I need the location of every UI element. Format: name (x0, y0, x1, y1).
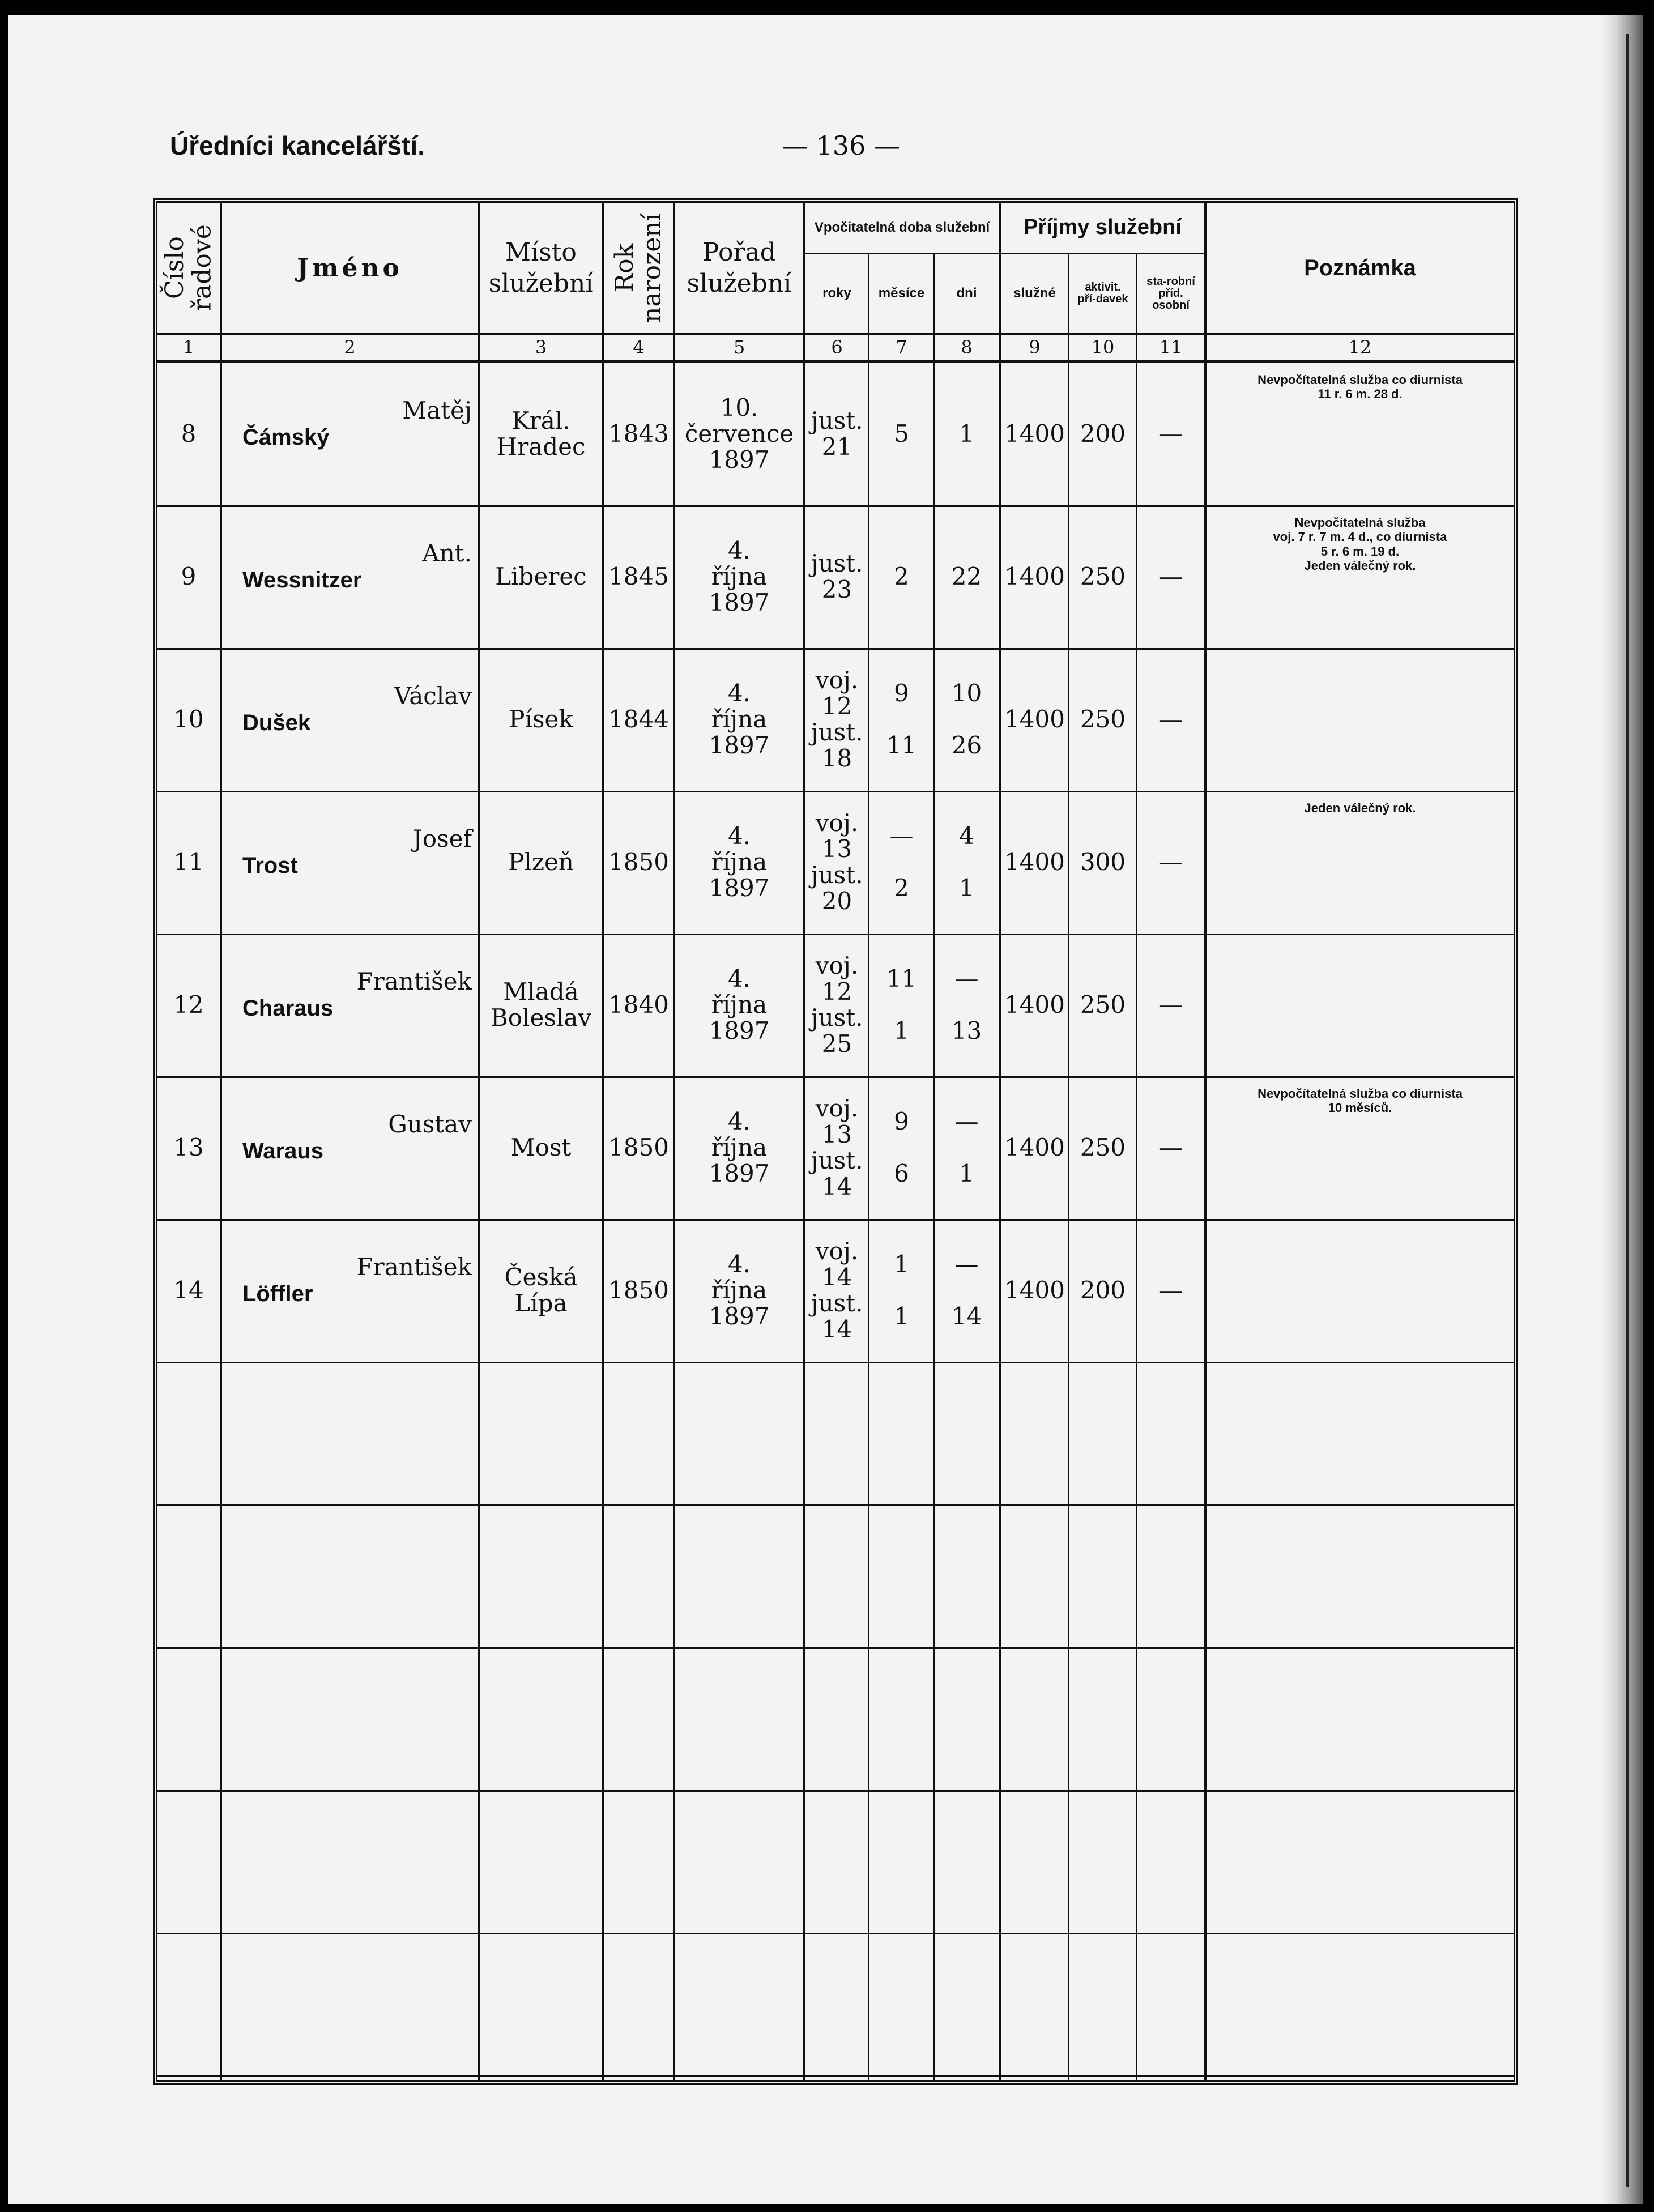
months-cell: 5 (894, 419, 909, 447)
colnum-5: 5 (733, 336, 745, 358)
colnum-12: 12 (1348, 336, 1372, 358)
months-cell: 9 6 (894, 1107, 909, 1188)
activity-allowance-cell: 200 (1080, 1276, 1126, 1304)
header-poznamka: Poznámka (1304, 255, 1416, 280)
salary-cell: 1400 (1004, 562, 1065, 590)
born-cell: 1843 (608, 419, 669, 447)
header-doba-group: Vpočitatelná doba služební (814, 220, 990, 235)
row-number: 12 (173, 990, 204, 1018)
place-cell: Most (510, 1133, 572, 1161)
first-name: Václav (394, 682, 472, 710)
section-title: Úředníci kancelářští. (170, 131, 425, 160)
first-name: František (356, 968, 472, 995)
colnum-7: 7 (896, 336, 907, 358)
first-name: Josef (412, 825, 472, 853)
scan-border-left (0, 0, 8, 2212)
days-cell: — 13 (951, 964, 982, 1045)
header-dni: dni (956, 285, 977, 301)
col-rule (1204, 203, 1207, 2080)
first-name: Gustav (388, 1110, 472, 1138)
activity-allowance-cell: 300 (1080, 847, 1126, 876)
colnum-11: 11 (1159, 336, 1183, 358)
place-cell: Král. Hradec (496, 406, 586, 461)
remark-cell: Nevpočítatelná služba co diurnista 10 měsíců. (1257, 1086, 1463, 1115)
page-edge-shadow (1602, 15, 1643, 2204)
row-rule (157, 1790, 1514, 1792)
first-name: Ant. (422, 539, 472, 567)
header-roky: roky (822, 285, 851, 301)
activity-allowance-cell: 250 (1080, 705, 1126, 733)
activity-allowance-cell: 250 (1080, 562, 1126, 590)
born-cell: 1844 (608, 705, 669, 733)
days-cell: 4 1 (959, 821, 974, 902)
surname: Čámský (242, 425, 330, 450)
years-cell: just. 21 (811, 406, 863, 461)
scan-border-top (0, 0, 1654, 15)
row-number: 11 (173, 847, 204, 876)
years-cell: voj. 12 just. 18 (811, 666, 863, 773)
header-aktiv: aktivit. pří-davek (1077, 281, 1128, 305)
months-cell: 2 (894, 562, 909, 590)
salary-cell: 1400 (1004, 1133, 1065, 1161)
scan-border-right (1643, 0, 1654, 2212)
born-cell: 1840 (608, 990, 669, 1018)
scan-border-bottom (0, 2204, 1654, 2212)
row-rule (157, 1647, 1514, 1649)
place-cell: Mladá Boleslav (490, 977, 592, 1032)
order-cell: 4. října 1897 (709, 964, 770, 1045)
header-misto: Místo služební (488, 238, 594, 298)
colnum-6: 6 (831, 336, 843, 358)
page-number: — 136 — (782, 130, 901, 161)
salary-cell: 1400 (1004, 419, 1065, 447)
order-cell: 4. října 1897 (709, 1250, 770, 1331)
years-cell: voj. 12 just. 25 (811, 951, 863, 1058)
remark-cell: Jeden válečný rok. (1304, 801, 1416, 815)
header-staro: sta-robní příd. osobní (1146, 275, 1195, 312)
first-name: Matěj (402, 397, 472, 424)
days-cell: 10 26 (951, 679, 982, 760)
place-cell: Plzeň (508, 847, 574, 876)
surname: Charaus (242, 996, 334, 1021)
salary-cell: 1400 (1004, 705, 1065, 733)
surname: Wessnitzer (242, 568, 362, 593)
remark-cell: Nevpočítatelná služba voj. 7 r. 7 m. 4 d., co diurnista 5 r. 6 m. 19 d. Jeden válečný rok. (1273, 515, 1447, 573)
surname: Trost (242, 853, 298, 878)
seniority-allowance-cell: — (1159, 562, 1183, 590)
activity-allowance-cell: 250 (1080, 1133, 1126, 1161)
days-cell: — 1 (954, 1107, 979, 1188)
years-cell: voj. 13 just. 14 (811, 1094, 863, 1201)
seniority-allowance-cell: — (1159, 1133, 1183, 1161)
row-number: 10 (173, 705, 204, 733)
page-edge-rule (1626, 34, 1629, 2187)
months-cell: 9 11 (886, 679, 917, 760)
salary-cell: 1400 (1004, 990, 1065, 1018)
row-rule (157, 2075, 1514, 2077)
colnum-9: 9 (1029, 336, 1041, 358)
days-cell: 22 (951, 562, 982, 590)
years-cell: voj. 13 just. 20 (811, 808, 863, 915)
born-cell: 1850 (608, 1276, 669, 1304)
seniority-allowance-cell: — (1159, 705, 1183, 733)
seniority-allowance-cell: — (1159, 990, 1183, 1018)
colnum-10: 10 (1091, 336, 1115, 358)
seniority-allowance-cell: — (1159, 847, 1183, 876)
header-jmeno: Jméno (297, 253, 403, 283)
months-cell: 1 1 (894, 1250, 909, 1331)
surname: Löffler (242, 1281, 313, 1306)
header-rok (604, 203, 673, 333)
years-cell: voj. 14 just. 14 (811, 1237, 863, 1344)
born-cell: 1850 (608, 847, 669, 876)
col-rule (220, 203, 222, 2080)
surname: Dušek (242, 710, 311, 735)
born-cell: 1850 (608, 1133, 669, 1161)
salary-cell: 1400 (1004, 1276, 1065, 1304)
years-cell: just. 23 (811, 549, 863, 603)
first-name: František (356, 1253, 472, 1281)
header-rok-label: Rok narození (610, 213, 667, 323)
born-cell: 1845 (608, 562, 669, 590)
colnum-3: 3 (535, 336, 547, 358)
row-number: 8 (181, 419, 197, 447)
header-prijmy-group: Příjmy služební (1024, 215, 1182, 240)
activity-allowance-cell: 200 (1080, 419, 1126, 447)
row-number: 9 (181, 562, 197, 590)
row-number: 14 (173, 1276, 204, 1304)
header-porad: Pořad služební (687, 238, 792, 298)
place-cell: Česká Lípa (504, 1263, 578, 1317)
order-cell: 4. října 1897 (709, 1107, 770, 1188)
row-rule (157, 1504, 1514, 1506)
header-cislo (157, 203, 220, 333)
order-cell: 4. října 1897 (709, 821, 770, 902)
salary-cell: 1400 (1004, 847, 1065, 876)
seniority-allowance-cell: — (1159, 1276, 1183, 1304)
colnum-2: 2 (344, 336, 356, 358)
header-cislo-label: Číslo řadové (160, 224, 216, 312)
row-number: 13 (173, 1133, 204, 1161)
months-cell: — 2 (889, 821, 914, 902)
seniority-allowance-cell: — (1159, 419, 1183, 447)
months-cell: 11 1 (886, 964, 917, 1045)
row-rule (157, 1933, 1514, 1934)
header-sluzne: služné (1013, 285, 1056, 301)
days-cell: — 14 (951, 1250, 982, 1331)
surname: Waraus (242, 1139, 324, 1163)
days-cell: 1 (959, 419, 974, 447)
remark-cell: Nevpočítatelná služba co diurnista 11 r. 6 m. 28 d. (1257, 373, 1463, 402)
row-rule (157, 1362, 1514, 1363)
order-cell: 4. října 1897 (709, 536, 770, 617)
colnum-4: 4 (633, 336, 645, 358)
header-rule (157, 333, 1514, 335)
order-cell: 10. července 1897 (684, 393, 794, 474)
activity-allowance-cell: 250 (1080, 990, 1126, 1018)
order-cell: 4. října 1897 (709, 679, 770, 760)
colnum-1: 1 (182, 336, 195, 358)
place-cell: Liberec (495, 562, 587, 590)
header-mesice: měsíce (878, 285, 925, 301)
place-cell: Písek (509, 705, 573, 733)
ledger-table (153, 198, 1518, 2085)
colnum-8: 8 (961, 336, 973, 358)
